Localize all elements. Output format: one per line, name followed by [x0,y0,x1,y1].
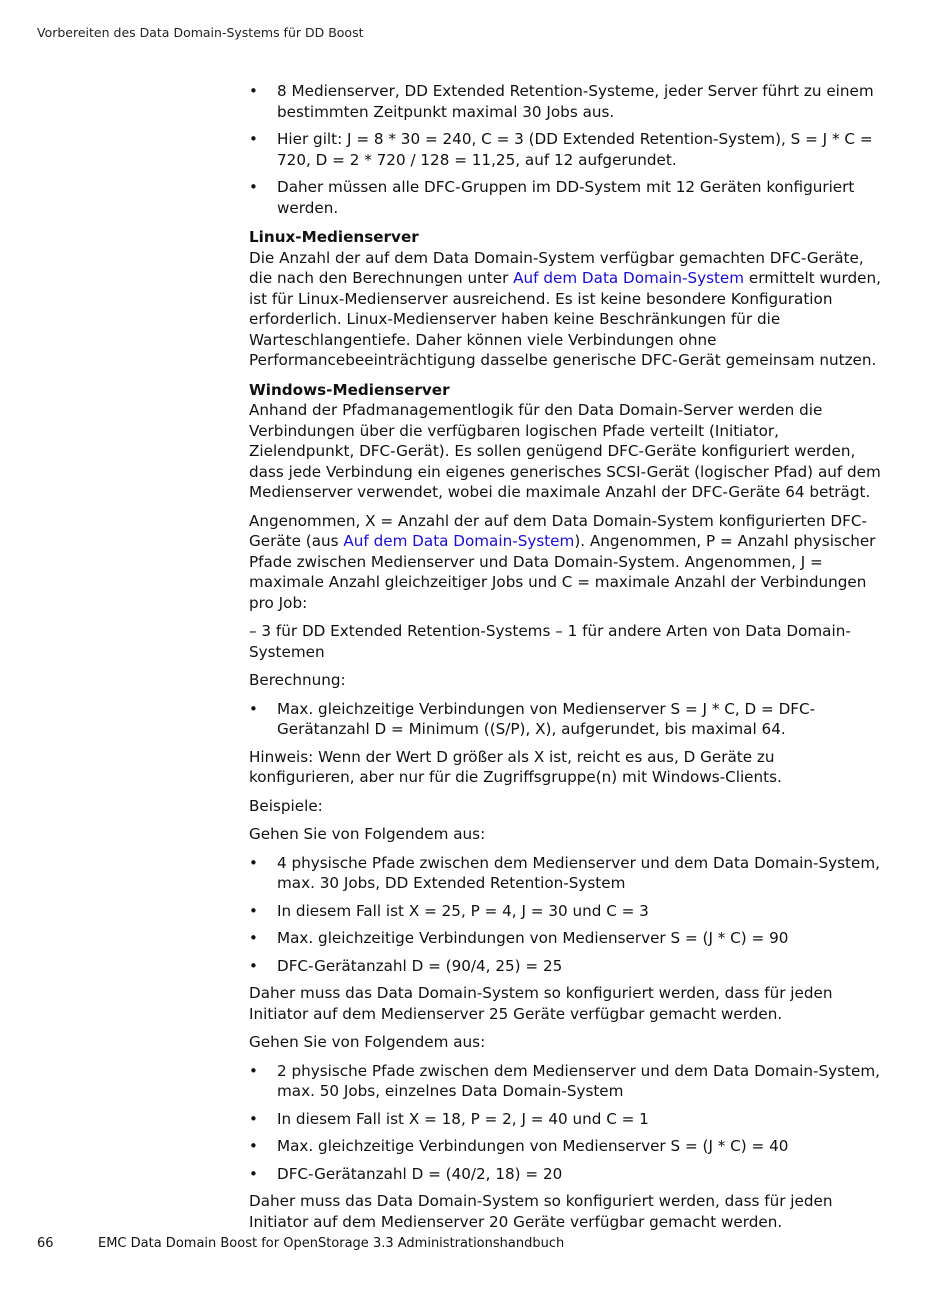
linux-text-before: Die Anzahl der auf dem Data Domain-System verfügbar gemachten DFC-Geräte, die nach den Berechnungen unter [249,248,864,287]
linux-link[interactable]: Auf dem Data Domain-System [513,269,745,287]
list-item: • Max. gleichzeitige Verbindungen von Medienserver S = (J * C) = 90 [249,928,881,949]
list-item: • In diesem Fall ist X = 18, P = 2, J = 40 und C = 1 [249,1109,881,1130]
example1-result: Daher muss das Data Domain-System so konfiguriert werden, dass für jeden Initiator auf dem Medienserver 25 Geräte verfügbar gemacht werden. [249,984,833,1023]
list-item: • In diesem Fall ist X = 25, P = 4, J = 30 und C = 3 [249,901,881,922]
list-item: • Max. gleichzeitige Verbindungen von Medienserver S = (J * C) = 40 [249,1136,881,1157]
list-item: • 2 physische Pfade zwischen dem Medienserver und dem Data Domain-System, max. 50 Jobs, einzelnes Data Domain-System [249,1061,881,1102]
example2-bullet-list [249,1061,881,1185]
page-number: 66 [37,1236,54,1251]
list-item: • 8 Medienserver, DD Extended Retention-Systeme, jeder Server führt zu einem bestimmten Zeitpunkt maximal 30 Jobs aus. [249,81,881,122]
assumption-link[interactable]: Auf dem Data Domain-System [343,532,575,550]
list-item: • DFC-Gerätanzahl D = (90/4, 25) = 25 [249,956,881,977]
assumption-paragraph [249,511,881,614]
example2-result: Daher muss das Data Domain-System so konfiguriert werden, dass für jeden Initiator auf dem Medienserver 20 Geräte verfügbar gemacht werden. [249,1192,833,1231]
list-item: • Daher müssen alle DFC-Gruppen im DD-System mit 12 Geräten konfiguriert werden. [249,177,881,218]
list-item: • 4 physische Pfade zwischen dem Medienserver und dem Data Domain-System, max. 30 Jobs, DD Extended Retention-System [249,853,881,894]
linux-section [249,227,881,371]
intro-bullet-list [249,81,881,218]
example2-assume-label: Gehen Sie von Folgendem aus: [249,1033,486,1051]
list-item: • Max. gleichzeitige Verbindungen von Medienserver S = J * C, D = DFC-Gerätanzahl D = Minimum ((S/P), X), aufgerundet, bis maximal 64. [249,699,881,740]
examples-label: Beispiele: [249,796,323,815]
running-header: Vorbereiten des Data Domain-Systems für DD Boost [37,25,364,40]
page-content [249,81,881,1240]
linux-paragraph [249,227,881,371]
list-item: • Hier gilt: J = 8 * 30 = 240, C = 3 (DD Extended Retention-System), S = J * C = 720, D = 2 * 720 / 128 = 11,25, auf 12 aufgerundet. [249,129,881,170]
list-item: • DFC-Gerätanzahl D = (40/2, 18) = 20 [249,1164,881,1185]
note-paragraph: Hinweis: Wenn der Wert D größer als X ist, reicht es aus, D Geräte zu konfigurieren, aber nur für die Zugriffsgruppe(n) mit Windows-Clients. [249,747,782,786]
linux-heading: Linux-Medienserver [249,228,419,246]
example1-assume-label: Gehen Sie von Folgendem aus: [249,825,486,843]
calc-label: Berechnung: [249,671,346,689]
windows-paragraph [249,380,881,503]
windows-section [249,380,881,1233]
windows-heading: Windows-Medienserver [249,380,450,399]
connection-types: – 3 für DD Extended Retention-Systems – 1 für andere Arten von Data Domain-Systemen [249,622,851,661]
linux-text-after: ermittelt wurden, ist für Linux-Medienserver ausreichend. Es ist keine besondere Konfiguration erforderlich. Linux-Medienserver haben keine Beschränkungen für die Warteschlangentiefe. Daher können viele Verbindungen ohne Performancebeeinträchtigung dasselbe generische DFC-Gerät gemeinsam nutzen. [249,269,881,369]
example1-bullet-list [249,853,881,977]
calc-bullet-list [249,699,881,740]
windows-text: Anhand der Pfadmanagementlogik für den Data Domain-Server werden die Verbindungen über die verfügbaren logischen Pfade verteilt (Initiator, Zielendpunkt, DFC-Gerät). Es sollen genügend DFC-Geräte konfiguriert werden, dass jede Verbindung ein eigenes generisches SCSI-Gerät (logischer Pfad) auf dem Medienserver verwendet, wobei die maximale Anzahl der DFC-Geräte 64 beträgt. [249,401,881,501]
assumption-text-after: ). Angenommen, P = Anzahl physischer Pfade zwischen Medienserver und Data Domain-System. Angenommen, J = maximale Anzahl gleichzeitiger Jobs und C = maximale Anzahl der Verbindungen pro Job: [249,532,876,612]
footer-title: EMC Data Domain Boost for OpenStorage 3.3 Administrationshandbuch [98,1236,565,1251]
assumption-text-before: Angenommen, X = Anzahl der auf dem Data Domain-System konfigurierten DFC-Geräte (aus [249,511,867,550]
